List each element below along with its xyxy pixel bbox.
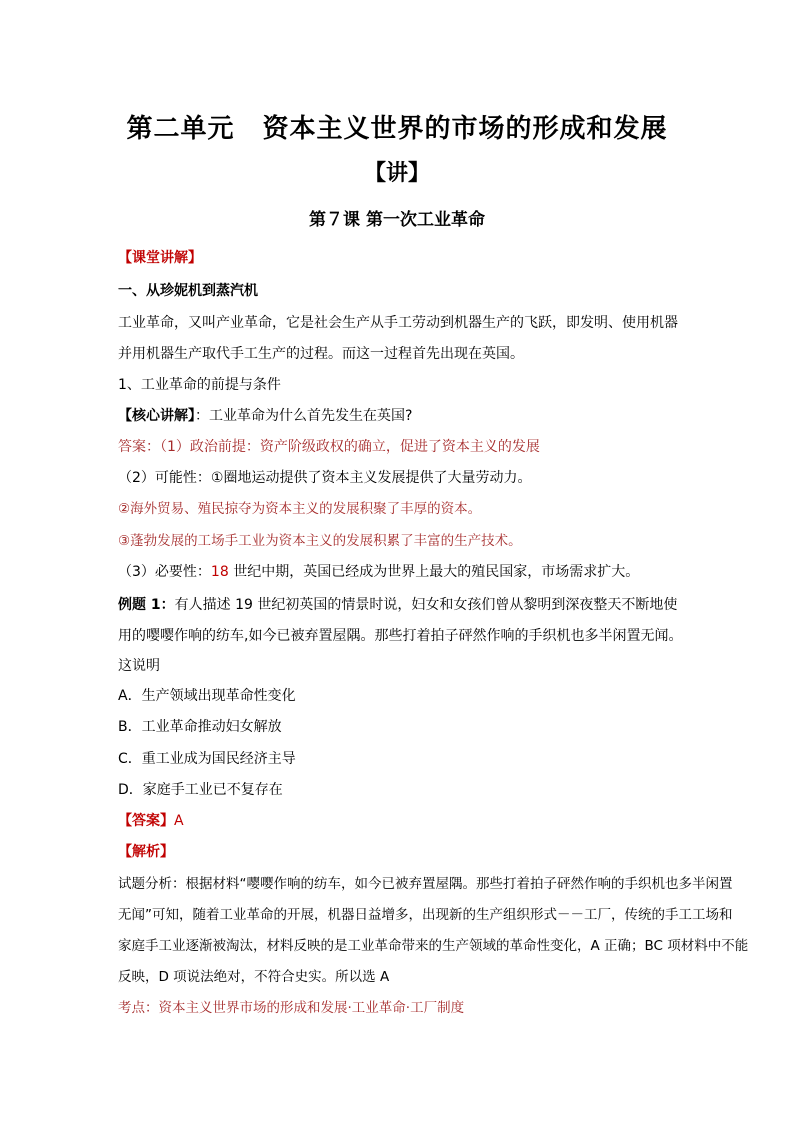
heading-1: 一、从珍妮机到蒸汽机 — [118, 283, 258, 299]
option-b: B．工业革命推动妇女解放 — [118, 719, 282, 735]
section-label: 【课堂讲解】 — [118, 250, 202, 266]
page-title — [0, 108, 794, 145]
unit-label: 第二单元 — [126, 114, 235, 144]
core-label: 【核心讲解】 — [118, 408, 195, 424]
answer-2: （2）可能性：①圈地运动提供了资本主义发展提供了大量劳动力。 — [118, 470, 532, 486]
option-c: C．重工业成为国民经济主导 — [118, 751, 296, 767]
option-a: A．生产领域出现革命性变化 — [118, 688, 296, 704]
analysis-line-2: 无闻”可知，随着工业革命的开展，机器日益增多，出现新的生产组织形式－－工厂，传统的手工工场和 — [118, 907, 733, 923]
intro-line-2: 并用机器生产取代手工生产的过程。而这一过程首先出现在英国。 — [118, 346, 524, 362]
example-label: 例题 1： — [118, 597, 175, 613]
answer-5 — [118, 562, 639, 582]
core-question: ：工业革命为什么首先发生在英国? — [195, 408, 413, 424]
answer-label: 【答案】 — [118, 813, 174, 829]
example-line-2: 用的嘤嘤作响的纺车,如今已被弃置屋隅。那些打着拍子砰然作响的手织机也多半闲置无闻。 — [118, 628, 683, 644]
answer-4: ③蓬勃发展的工场手工业为资本主义的发展积累了丰富的生产技术。 — [118, 533, 522, 549]
unit-title: 资本主义世界的市场的形成和发展 — [262, 114, 668, 144]
option-d: D．家庭手工业已不复存在 — [118, 782, 283, 798]
example-line-3: 这说明 — [118, 658, 160, 674]
kaodian-line: 考点：资本主义世界市场的形成和发展·工业革命·工厂制度 — [118, 1000, 465, 1016]
lesson-title: 第７课 第一次工业革命 — [309, 210, 485, 230]
intro-line-1: 工业革命，又叫产业革命，它是社会生产从手工劳动到机器生产的飞跃，即发明、使用机器 — [118, 315, 678, 331]
answer-5-rest: 世纪中期，英国已经成为世界上最大的殖民国家，市场需求扩大。 — [228, 564, 640, 580]
answer-1: 答案：（1）政治前提：资产阶级政权的确立，促进了资本主义的发展 — [118, 439, 540, 455]
core-question-line — [118, 406, 412, 426]
analysis-label: 【解析】 — [118, 844, 174, 860]
example-line-1 — [118, 595, 677, 615]
mode-label: 【讲】 — [363, 161, 430, 186]
answer-5-year: 18 — [210, 564, 229, 580]
answer-value: A — [174, 813, 184, 829]
answer-line — [118, 811, 184, 831]
example-text-1: 有人描述 19 世纪初英国的情景时说，妇女和女孩们曾从黎明到深夜整天不断地使 — [174, 597, 678, 613]
analysis-line-3: 家庭手工业逐渐被淘汰，材料反映的是工业革命带来的生产领域的革命性变化，A 正确；BC 项材料中不能 — [118, 938, 749, 954]
answer-5-prefix: （3）必要性： — [118, 564, 211, 580]
analysis-line-1: 试题分析：根据材料“嘤嘤作响的纺车，如今已被弃置屋隅。那些打着拍子砰然作响的手织机也多半闲置 — [118, 876, 733, 892]
analysis-line-4: 反映，D 项说法绝对，不符合史实。所以选 A — [118, 969, 390, 985]
sub-heading-1: 1、工业革命的前提与条件 — [118, 377, 281, 393]
answer-3: ②海外贸易、殖民掠夺为资本主义的发展积聚了丰厚的资本。 — [118, 501, 482, 517]
